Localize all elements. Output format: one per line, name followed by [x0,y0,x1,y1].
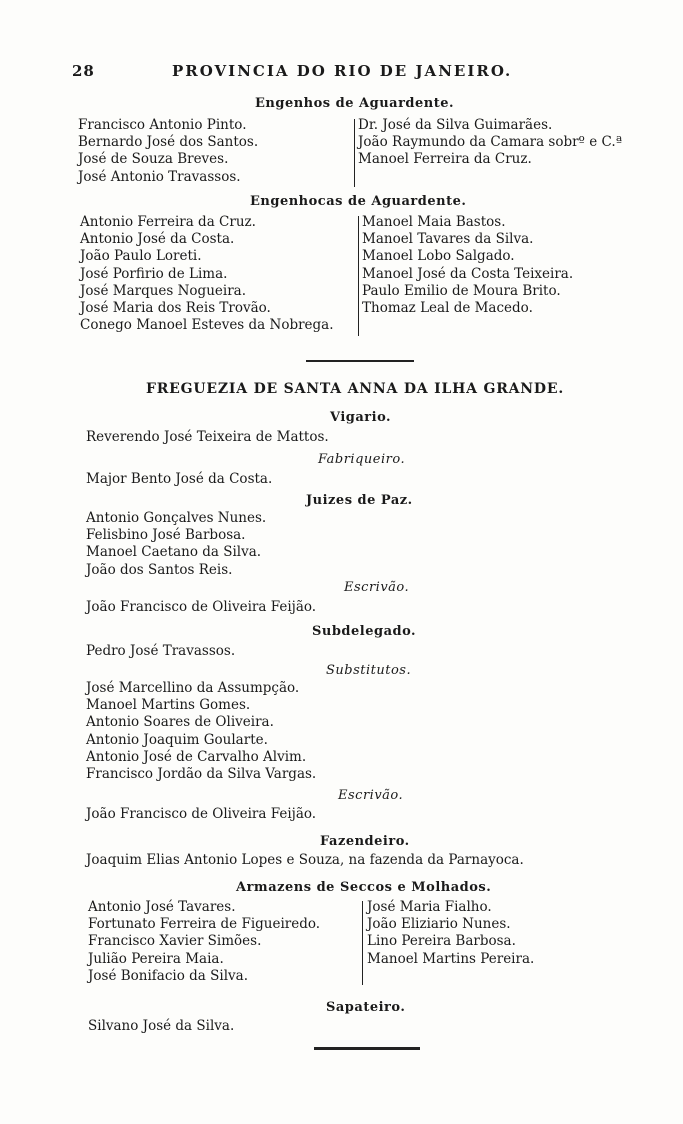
engenhocas-left-list [80,214,334,334]
list-item: Francisco Jordão da Silva Vargas. [86,766,317,783]
list-item: Felisbino José Barbosa. [86,527,246,544]
heading-juizes: Juizes de Paz. [306,493,413,508]
list-item: Antonio Joaquim Goularte. [86,731,268,748]
column-divider [354,119,355,187]
list-item: José Marcellino da Assumpção. [86,680,300,696]
list-item: José Maria dos Reis Trovão. [80,300,271,317]
fabriqueiro-name: Major Bento José da Costa. [86,471,273,487]
section-divider [306,360,414,362]
armazens-left-list [88,899,320,985]
heading-substitutos: Substitutos. [326,663,412,678]
page-number: 28 [72,62,95,80]
column-divider [358,216,359,336]
list-item: Manoel Tavares da Silva. [362,231,534,248]
heading-vigario: Vigario. [330,410,392,425]
list-item: Antonio Gonçalves Nunes. [86,510,267,526]
list-item: Bernardo José dos Santos. [78,134,259,151]
list-item: João Eliziario Nunes. [367,916,511,933]
list-item: João dos Santos Reis. [86,561,233,578]
engenhocas-right-list [362,214,573,317]
column-divider [362,901,363,985]
list-item: Manoel Caetano da Silva. [86,544,262,561]
list-item: João Raymundo da Camara sobrº e C.ª [358,134,623,151]
list-item: José de Souza Breves. [78,151,229,168]
list-item: Julião Pereira Maia. [88,950,224,967]
heading-fabriqueiro: Fabriqueiro. [318,452,406,467]
list-item: Fortunato Ferreira de Figueiredo. [88,916,321,933]
heading-subdelegado: Subdelegado. [312,624,417,639]
closing-divider [314,1047,420,1050]
list-item: Antonio José Tavares. [88,899,236,915]
escrivao-name: João Francisco de Oliveira Feijão. [86,599,317,615]
list-item: Manoel José da Costa Teixeira. [362,265,574,282]
heading-armazens: Armazens de Seccos e Molhados. [236,880,492,895]
fazendeiro-name: Joaquim Elias Antonio Lopes e Souza, na fazenda da Parnayoca. [86,852,524,868]
engenhos-left-list [78,117,258,186]
section-heading-engenhos: Engenhos de Aguardente. [255,96,455,111]
escrivao-name: João Francisco de Oliveira Feijão. [86,806,317,822]
list-item: Manoel Lobo Salgado. [362,248,515,265]
list-item: Conego Manoel Esteves da Nobrega. [80,317,334,334]
heading-escrivao: Escrivão. [338,788,404,803]
list-item: Antonio Soares de Oliveira. [86,714,274,731]
list-item: Lino Pereira Barbosa. [367,933,516,950]
list-item: Paulo Emilio de Moura Brito. [362,282,561,299]
list-item: Dr. José da Silva Guimarães. [358,117,553,133]
list-item: José Antonio Travassos. [78,168,241,185]
list-item: Antonio José de Carvalho Alvim. [86,748,307,765]
sapateiro-name: Silvano José da Silva. [88,1018,235,1034]
section-heading-engenhocas: Engenhocas de Aguardente. [250,194,467,209]
heading-fazendeiro: Fazendeiro. [320,834,410,849]
list-item: Thomaz Leal de Macedo. [362,300,533,317]
heading-escrivao: Escrivão. [344,580,410,595]
heading-sapateiro: Sapateiro. [326,1000,406,1015]
juizes-list [86,510,266,579]
engenhos-right-list [358,117,622,169]
list-item: João Paulo Loreti. [80,248,202,265]
freguezia-title: FREGUEZIA DE SANTA ANNA DA ILHA GRANDE. [146,381,564,397]
armazens-right-list [367,899,534,968]
page-title: PROVINCIA DO RIO DE JANEIRO. [172,62,513,80]
list-item: Antonio José da Costa. [80,231,235,248]
list-item: Francisco Antonio Pinto. [78,117,247,133]
list-item: José Marques Nogueira. [80,282,246,299]
vigario-name: Reverendo José Teixeira de Mattos. [86,429,329,445]
list-item: Manoel Martins Gomes. [86,697,251,714]
list-item: José Bonifacio da Silva. [88,967,248,984]
list-item: Manoel Maia Bastos. [362,214,506,230]
list-item: Antonio Ferreira da Cruz. [80,214,256,230]
list-item: Francisco Xavier Simões. [88,933,262,950]
list-item: José Maria Fialho. [367,899,492,915]
list-item: Manoel Ferreira da Cruz. [358,151,532,168]
list-item: Manoel Martins Pereira. [367,950,535,967]
substitutos-list [86,680,316,783]
subdelegado-name: Pedro José Travassos. [86,643,236,659]
list-item: José Porfirio de Lima. [80,265,228,282]
